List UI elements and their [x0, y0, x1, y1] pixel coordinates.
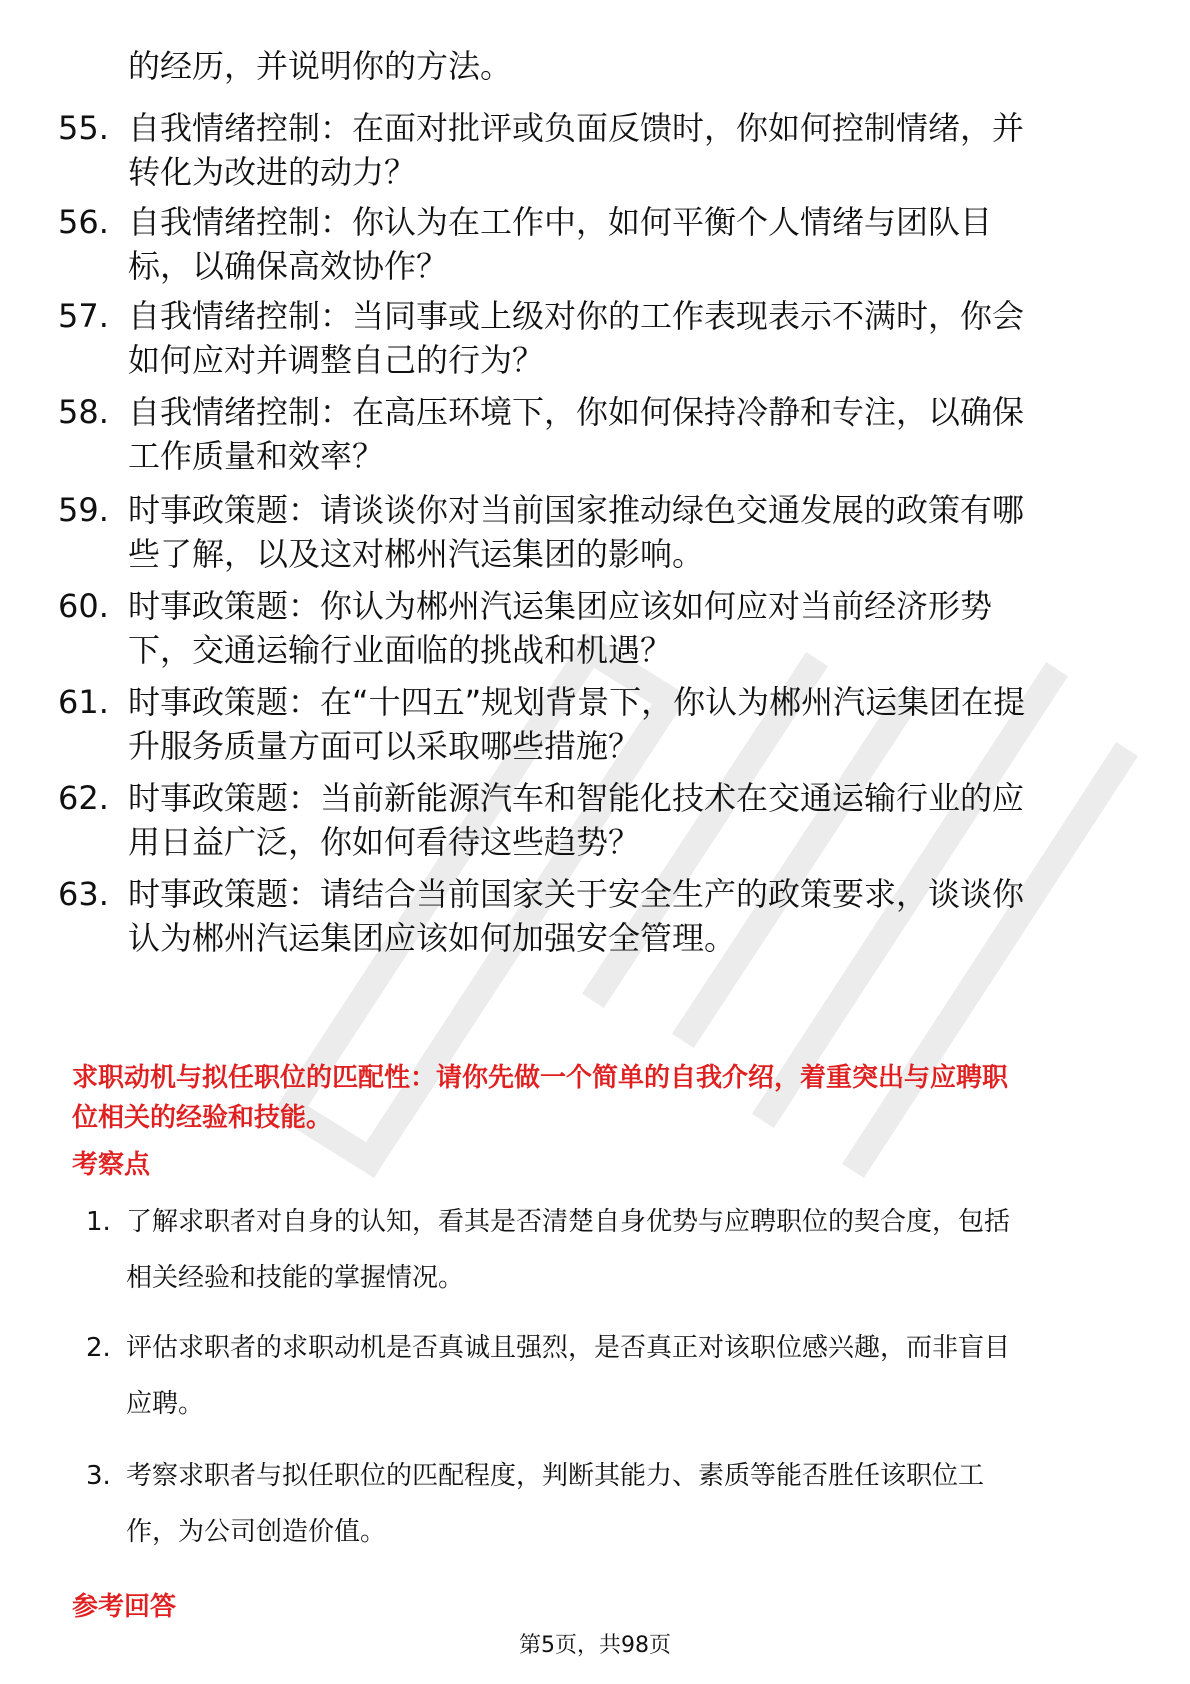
question-number: 63.: [58, 875, 109, 913]
criteria-text: [126, 1448, 1126, 1560]
question-number: 56.: [58, 203, 109, 241]
question-line: 升服务质量方面可以采取哪些措施？: [128, 727, 641, 765]
question-number: 58.: [58, 393, 109, 431]
question-line: 转化为改进的动力？: [128, 153, 417, 191]
criteria-line: 相关经验和技能的掌握情况。: [126, 1263, 465, 1293]
question-line: 些了解，以及这对郴州汽运集团的影响。: [128, 535, 705, 573]
question-line: 自我情绪控制：你认为在工作中，如何平衡个人情绪与团队目: [128, 203, 993, 241]
question-number: 55.: [58, 109, 109, 147]
question-text: [128, 200, 1128, 288]
criteria-number: 3.: [86, 1461, 111, 1491]
criteria-label: 考察点: [72, 1150, 151, 1180]
criteria-number: 2.: [86, 1333, 111, 1363]
question-text: [128, 776, 1128, 864]
criteria-line: 应聘。: [126, 1389, 205, 1419]
question-line: 如何应对并调整自己的行为？: [128, 341, 545, 379]
question-text: [128, 390, 1128, 478]
question-line: 自我情绪控制：在高压环境下，你如何保持冷静和专注，以确保: [128, 393, 1025, 431]
question-text: [128, 488, 1128, 576]
question-line: 时事政策题：在“十四五”规划背景下，你认为郴州汽运集团在提: [128, 683, 1026, 721]
criteria-line: 作，为公司创造价值。: [126, 1517, 387, 1547]
question-line: 时事政策题：请结合当前国家关于安全生产的政策要求，谈谈你: [128, 875, 1025, 913]
question-line: 自我情绪控制：在面对批评或负面反馈时，你如何控制情绪，并: [128, 109, 1025, 147]
question-text: [128, 106, 1128, 194]
criteria-number: 1.: [86, 1207, 111, 1237]
question-text: [128, 584, 1128, 672]
question-line: 下，交通运输行业面临的挑战和机遇？: [128, 631, 673, 669]
question-line: 用日益广泛，你如何看待这些趋势？: [128, 823, 641, 861]
question-text: [128, 680, 1128, 768]
question-line: 时事政策题：请谈谈你对当前国家推动绿色交通发展的政策有哪: [128, 491, 1025, 529]
question-number: 62.: [58, 779, 109, 817]
answer-label: 参考回答: [72, 1592, 177, 1622]
question-text: [128, 872, 1128, 960]
continuation-text: 的经历，并说明你的方法。: [128, 47, 513, 85]
section-heading-line: 位相关的经验和技能。: [72, 1103, 333, 1133]
question-line: 自我情绪控制：当同事或上级对你的工作表现表示不满时，你会: [128, 297, 1025, 335]
question-number: 61.: [58, 683, 109, 721]
criteria-line: 考察求职者与拟任职位的匹配程度，判断其能力、素质等能否胜任该职位工: [126, 1461, 985, 1491]
criteria-line: 了解求职者对自身的认知，看其是否清楚自身优势与应聘职位的契合度，包括: [126, 1207, 1011, 1237]
section-heading-line: 求职动机与拟任职位的匹配性：请你先做一个简单的自我介绍，着重突出与应聘职: [72, 1063, 1009, 1093]
question-line: 时事政策题：你认为郴州汽运集团应该如何应对当前经济形势: [128, 587, 993, 625]
question-text: [128, 294, 1128, 382]
page-footer: 第5页，共98页: [519, 1633, 671, 1658]
criteria-line: 评估求职者的求职动机是否真诚且强烈，是否真正对该职位感兴趣，而非盲目: [126, 1333, 1011, 1363]
section-heading: [72, 1058, 1132, 1138]
criteria-text: [126, 1320, 1126, 1432]
question-line: 工作质量和效率？: [128, 437, 385, 475]
question-number: 57.: [58, 297, 109, 335]
question-line: 时事政策题：当前新能源汽车和智能化技术在交通运输行业的应: [128, 779, 1025, 817]
question-line: 标，以确保高效协作？: [128, 247, 449, 285]
question-number: 60.: [58, 587, 109, 625]
criteria-text: [126, 1194, 1126, 1306]
question-line: 认为郴州汽运集团应该如何加强安全管理。: [128, 919, 737, 957]
question-number: 59.: [58, 491, 109, 529]
